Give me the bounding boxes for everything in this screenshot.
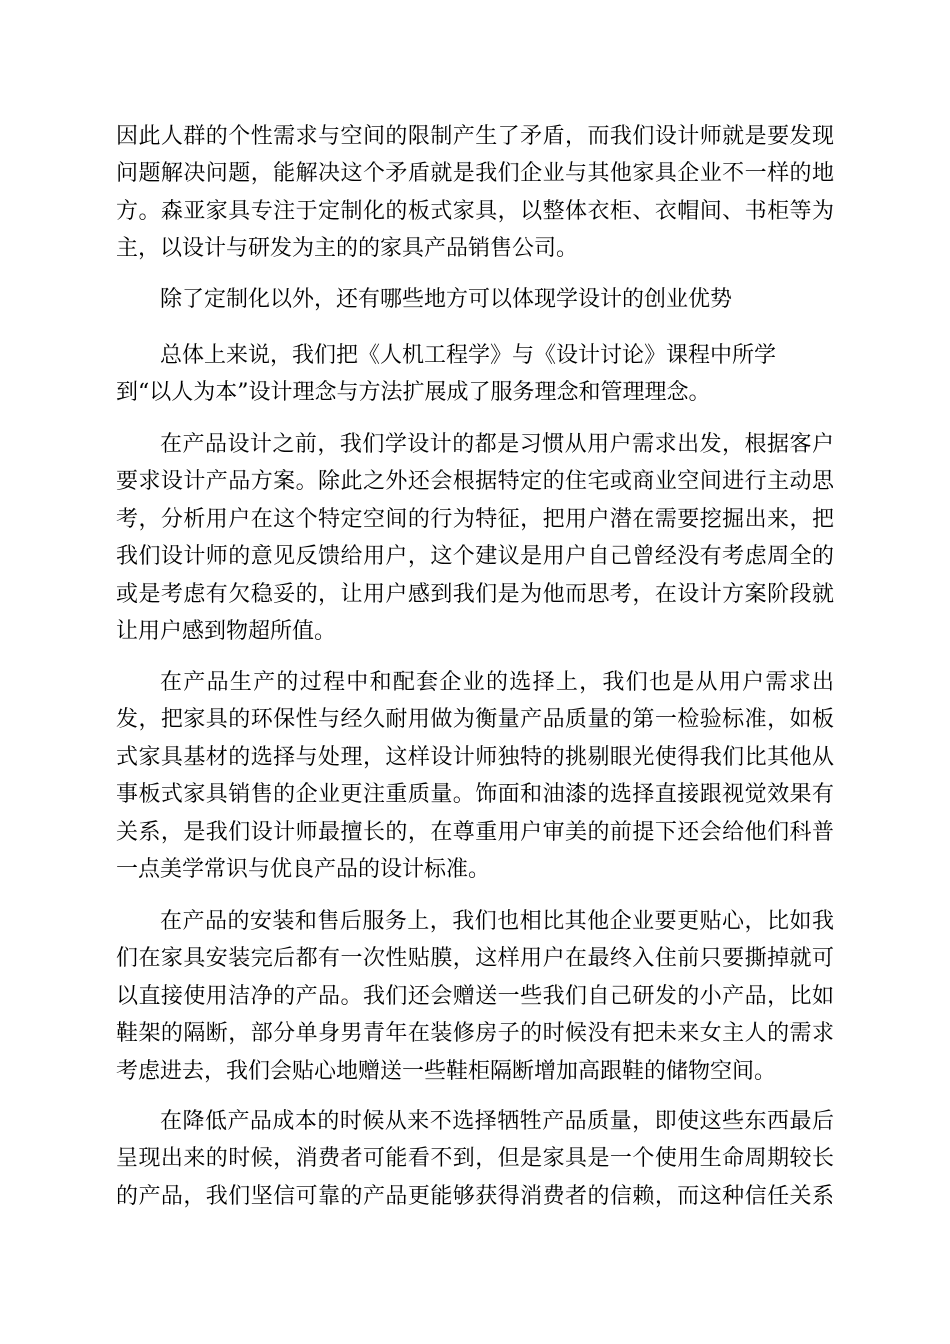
- paragraph-4: [116, 664, 834, 888]
- paragraph-line: 方。森亚家具专注于定制化的板式家具，以整体衣柜、衣帽间、书柜等为: [116, 198, 834, 224]
- question-heading: [116, 281, 834, 318]
- paragraph-line: 在降低产品成本的时候从来不选择牺牲产品质量，即使这些东西最后: [160, 1109, 834, 1134]
- paragraph-line: 关系，是我们设计师最擅长的，在尊重用户审美的前提下还会给他们科普: [116, 819, 834, 845]
- paragraph-line: 我们设计师的意见反馈给用户，这个建议是用户自己曾经没有考虑周全的: [116, 544, 834, 570]
- paragraph-2: [116, 337, 834, 412]
- paragraph-line: 除了定制化以外，还有哪些地方可以体现学设计的创业优势: [160, 287, 733, 312]
- paragraph-line: 考虑进去，我们会贴心地赠送一些鞋柜隔断增加高跟鞋的储物空间。: [116, 1058, 777, 1084]
- paragraph-6: [116, 1103, 834, 1215]
- paragraph-line: 考，分析用户在这个特定空间的行为特征，把用户潜在需要挖掘出来，把: [116, 506, 834, 532]
- paragraph-line: 在产品设计之前，我们学设计的都是习惯从用户需求出发，根据客户: [160, 432, 834, 457]
- paragraph-line: 因此人群的个性需求与空间的限制产生了矛盾，而我们设计师就是要发现: [116, 124, 834, 149]
- paragraph-line: 事板式家具销售的企业更注重质量。饰面和油漆的选择直接跟视觉效果有: [116, 782, 834, 808]
- paragraph-line: 主，以设计与研发为主的的家具产品销售公司。: [116, 236, 579, 262]
- paragraph-line: 的产品，我们坚信可靠的产品更能够获得消费者的信赖，而这种信任关系: [116, 1183, 834, 1209]
- paragraph-line: 发，把家具的环保性与经久耐用做为衡量产品质量的第一检验标准，如板: [116, 707, 834, 733]
- paragraph-line: 在产品生产的过程中和配套企业的选择上，我们也是从用户需求出: [160, 670, 834, 695]
- paragraph-3: [116, 426, 834, 650]
- paragraph-line: 总体上来说，我们把《人机工程学》与《设计讨论》课程中所学: [160, 343, 777, 368]
- paragraph-line: 鞋架的隔断，部分单身男青年在装修房子的时候没有把未来女主人的需求: [116, 1021, 834, 1047]
- paragraph-line: 们在家具安装完后都有一次性贴膜，这样用户在最终入住前只要撕掉就可: [116, 946, 834, 972]
- paragraph-line: 在产品的安装和售后服务上，我们也相比其他企业要更贴心，比如我: [160, 909, 834, 934]
- paragraph-1: [116, 118, 834, 268]
- paragraph-line: 式家具基材的选择与处理，这样设计师独特的挑剔眼光使得我们比其他从: [116, 744, 834, 770]
- paragraph-line: 以直接使用洁净的产品。我们还会赠送一些我们自己研发的小产品，比如: [116, 983, 834, 1009]
- paragraph-line: 让用户感到物超所值。: [116, 619, 337, 645]
- paragraph-line: 呈现出来的时候，消费者可能看不到，但是家具是一个使用生命周期较长: [116, 1146, 834, 1172]
- paragraph-line: 要求设计产品方案。除此之外还会根据特定的住宅或商业空间进行主动思: [116, 469, 834, 495]
- paragraph-line: 或是考虑有欠稳妥的，让用户感到我们是为他而思考，在设计方案阶段就: [116, 581, 834, 607]
- paragraph-line: 到“以人为本”设计理念与方法扩展成了服务理念和管理理念。: [116, 380, 711, 406]
- paragraph-5: [116, 903, 834, 1090]
- paragraph-line: 一点美学常识与优良产品的设计标准。: [116, 857, 491, 883]
- paragraph-line: 问题解决问题，能解决这个矛盾就是我们企业与其他家具企业不一样的地: [116, 161, 834, 187]
